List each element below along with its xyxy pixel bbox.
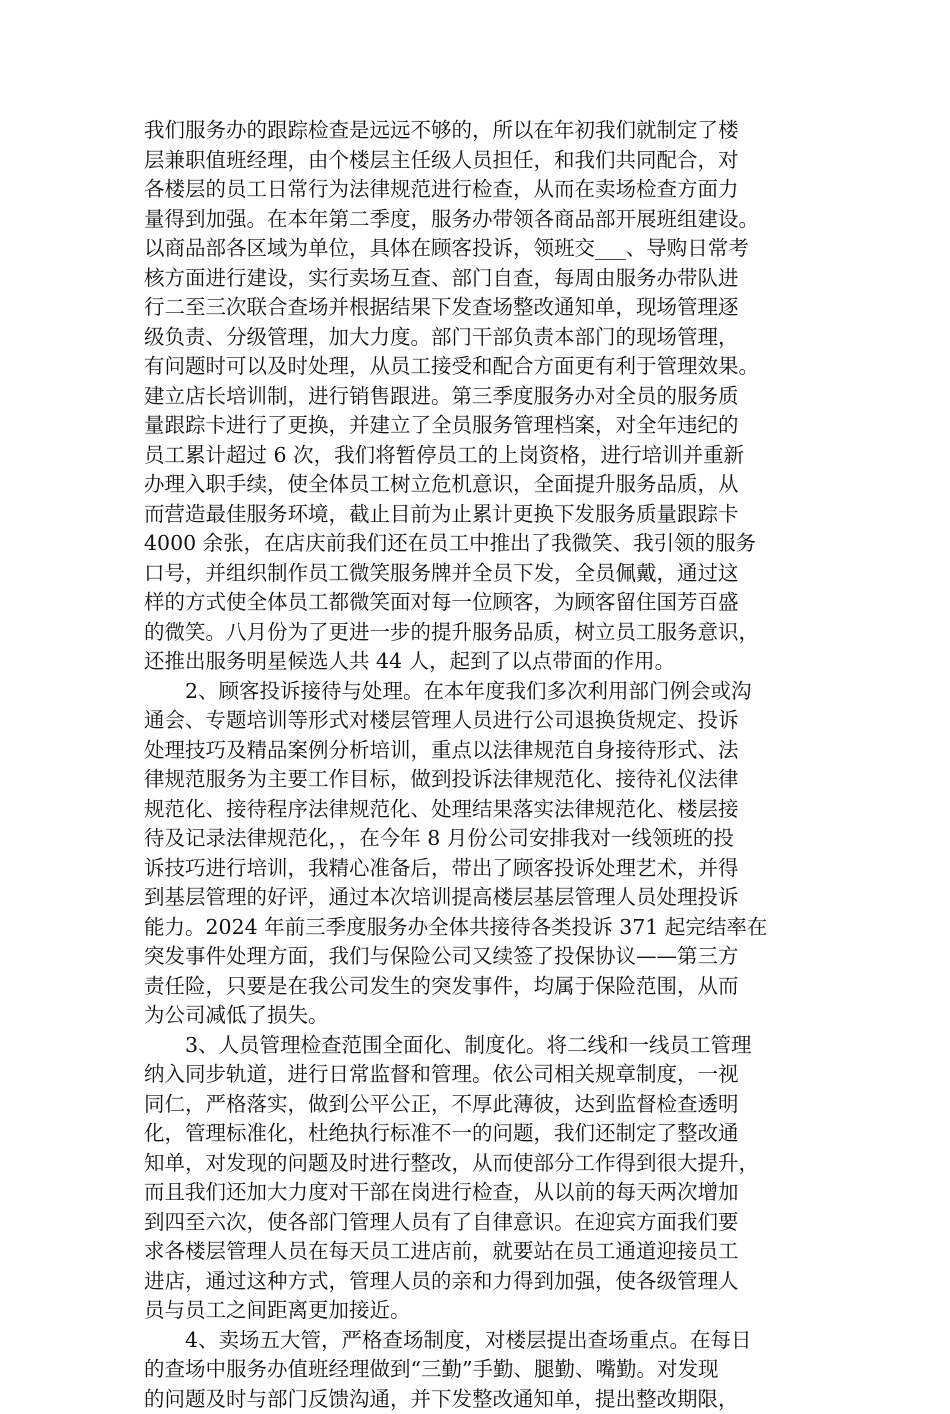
text-line: 规范化、接待程序法律规范化、处理结果落实法律规范化、楼层接 [144,795,824,825]
text-line: 以商品部各区域为单位，具体在顾客投诉，领班交___、导购日常考 [144,234,824,264]
text-line: 样的方式使全体员工都微笑面对每一位顾客，为顾客留住国芳百盛 [144,588,824,618]
text-line: 能力。2024 年前三季度服务办全体共接待各类投诉 371 起完结率在 [144,913,824,943]
document-body [144,116,824,1414]
text-line: 各楼层的员工日常行为法律规范进行检查，从而在卖场检查方面力 [144,175,824,205]
text-line: 行二至三次联合查场并根据结果下发查场整改通知单，现场管理逐 [144,293,824,323]
text-line: 3、人员管理检查范围全面化、制度化。将二线和一线员工管理 [144,1031,824,1061]
text-line: 4000 余张，在店庆前我们还在员工中推出了我微笑、我引领的服务 [144,529,824,559]
text-line: 有问题时可以及时处理，从员工接受和配合方面更有利于管理效果。 [144,352,824,382]
text-line: 突发事件处理方面，我们与保险公司又续签了投保协议——第三方 [144,942,824,972]
text-line: 员与员工之间距离更加接近。 [144,1296,824,1326]
text-line: 员工累计超过 6 次，我们将暂停员工的上岗资格，进行培训并重新 [144,441,824,471]
paragraph [144,677,824,1031]
text-line: 而营造最佳服务环境，截止目前为止累计更换下发服务质量跟踪卡 [144,500,824,530]
text-line: 建立店长培训制，进行销售跟进。第三季度服务办对全员的服务质 [144,382,824,412]
text-line: 2、顾客投诉接待与处理。在本年度我们多次利用部门例会或沟 [144,677,824,707]
text-line: 化，管理标准化，杜绝执行标准不一的问题，我们还制定了整改通 [144,1119,824,1149]
text-line: 到基层管理的好评，通过本次培训提高楼层基层管理人员处理投诉 [144,883,824,913]
paragraph [144,116,824,677]
paragraph [144,1031,824,1326]
text-line: 口号，并组织制作员工微笑服务牌并全员下发，全员佩戴，通过这 [144,559,824,589]
text-line: 处理技巧及精品案例分析培训，重点以法律规范自身接待形式、法 [144,736,824,766]
paragraph [144,1326,824,1414]
text-line: 为公司减低了损失。 [144,1001,824,1031]
text-line: 纳入同步轨道，进行日常监督和管理。依公司相关规章制度，一视 [144,1060,824,1090]
text-line: 责任险，只要是在我公司发生的突发事件，均属于保险范围，从而 [144,972,824,1002]
text-line: 4、卖场五大管，严格查场制度，对楼层提出查场重点。在每日 [144,1326,824,1356]
text-line: 的问题及时与部门反馈沟通，并下发整改通知单，提出整改期限， [144,1385,824,1414]
text-line: 知单，对发现的问题及时进行整改，从而使部分工作得到很大提升， [144,1149,824,1179]
text-line: 通会、专题培训等形式对楼层管理人员进行公司退换货规定、投诉 [144,706,824,736]
text-line: 量得到加强。在本年第二季度，服务办带领各商品部开展班组建设。 [144,205,824,235]
text-line: 我们服务办的跟踪检查是远远不够的，所以在年初我们就制定了楼 [144,116,824,146]
text-line: 核方面进行建设，实行卖场互查、部门自查，每周由服务办带队进 [144,264,824,294]
text-line: 求各楼层管理人员在每天员工进店前，就要站在员工通道迎接员工 [144,1237,824,1267]
text-line: 还推出服务明星候选人共 44 人，起到了以点带面的作用。 [144,647,824,677]
text-line: 的查场中服务办值班经理做到“三勤”手勤、腿勤、嘴勤。对发现 [144,1355,824,1385]
text-line: 层兼职值班经理，由个楼层主任级人员担任，和我们共同配合，对 [144,146,824,176]
text-line: 诉技巧进行培训，我精心准备后，带出了顾客投诉处理艺术，并得 [144,854,824,884]
text-line: 律规范服务为主要工作目标，做到投诉法律规范化、接待礼仪法律 [144,765,824,795]
text-line: 办理入职手续，使全体员工树立危机意识，全面提升服务品质，从 [144,470,824,500]
text-line: 同仁，严格落实，做到公平公正，不厚此薄彼，达到监督检查透明 [144,1090,824,1120]
text-line: 进店，通过这种方式，管理人员的亲和力得到加强，使各级管理人 [144,1267,824,1297]
text-line: 量跟踪卡进行了更换，并建立了全员服务管理档案，对全年违纪的 [144,411,824,441]
text-line: 的微笑。八月份为了更进一步的提升服务品质，树立员工服务意识， [144,618,824,648]
text-line: 级负责、分级管理，加大力度。部门干部负责本部门的现场管理， [144,323,824,353]
text-line: 待及记录法律规范化，，在今年 8 月份公司安排我对一线领班的投 [144,824,824,854]
text-line: 到四至六次，使各部门管理人员有了自律意识。在迎宾方面我们要 [144,1208,824,1238]
text-line: 而且我们还加大力度对干部在岗进行检查，从以前的每天两次增加 [144,1178,824,1208]
